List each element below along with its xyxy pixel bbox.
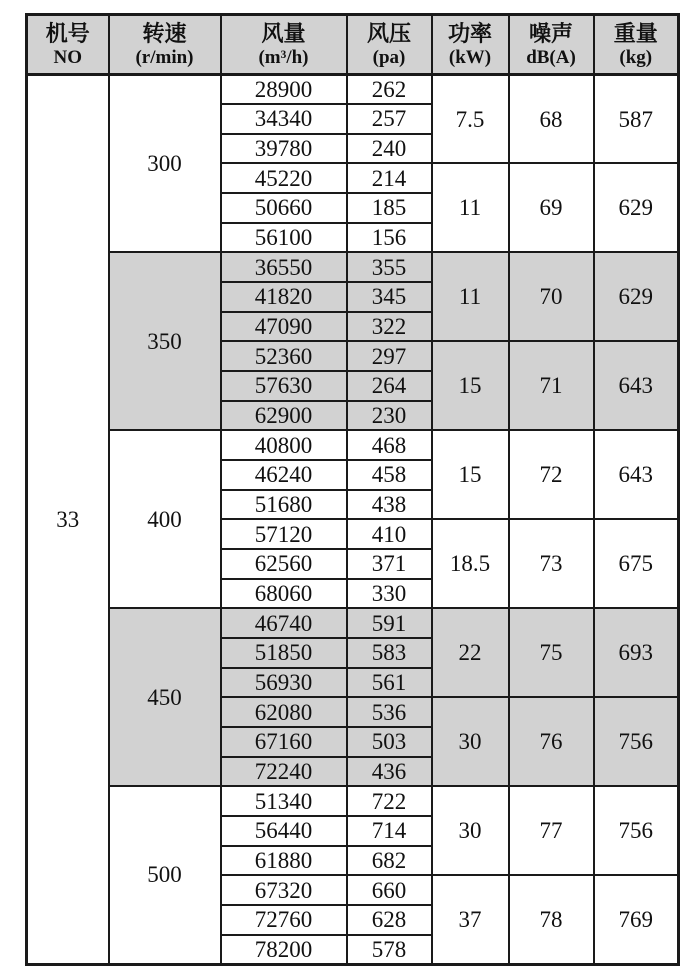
cell-airflow: 36550 xyxy=(221,252,347,282)
header-pressure xyxy=(347,15,432,75)
header-weight xyxy=(594,15,679,75)
cell-weight: 629 xyxy=(594,163,679,252)
cell-power: 11 xyxy=(432,252,509,341)
cell-speed: 350 xyxy=(109,252,221,430)
cell-power: 15 xyxy=(432,341,509,430)
cell-power: 18.5 xyxy=(432,519,509,608)
cell-weight: 629 xyxy=(594,252,679,341)
cell-weight: 643 xyxy=(594,430,679,519)
header-speed-unit: (r/min) xyxy=(135,46,194,68)
cell-noise: 70 xyxy=(509,252,594,341)
table-row xyxy=(27,75,679,105)
cell-weight: 643 xyxy=(594,341,679,430)
cell-airflow: 41820 xyxy=(221,282,347,312)
cell-airflow: 56930 xyxy=(221,668,347,698)
cell-airflow: 46740 xyxy=(221,608,347,638)
cell-airflow: 28900 xyxy=(221,75,347,105)
cell-pressure: 330 xyxy=(347,579,432,609)
header-weight-unit: (kg) xyxy=(619,46,653,68)
header-weight-label: 重量 xyxy=(613,21,658,47)
cell-airflow: 57120 xyxy=(221,519,347,549)
header-pressure-label: 风压 xyxy=(366,21,411,47)
cell-pressure: 503 xyxy=(347,727,432,757)
cell-airflow: 62080 xyxy=(221,697,347,727)
cell-airflow: 40800 xyxy=(221,430,347,460)
table-row xyxy=(27,252,679,282)
cell-noise: 78 xyxy=(509,875,594,964)
cell-speed: 300 xyxy=(109,75,221,253)
header-machine-no-label: 机号 xyxy=(45,21,90,47)
cell-speed: 450 xyxy=(109,608,221,786)
cell-weight: 756 xyxy=(594,786,679,875)
cell-pressure: 436 xyxy=(347,757,432,787)
cell-pressure: 628 xyxy=(347,905,432,935)
cell-airflow: 61880 xyxy=(221,846,347,876)
header-speed xyxy=(109,15,221,75)
cell-airflow: 50660 xyxy=(221,193,347,223)
cell-pressure: 345 xyxy=(347,282,432,312)
cell-pressure: 371 xyxy=(347,549,432,579)
cell-pressure: 297 xyxy=(347,341,432,371)
cell-airflow: 51850 xyxy=(221,638,347,668)
cell-noise: 72 xyxy=(509,430,594,519)
header-power xyxy=(432,15,509,75)
table-row xyxy=(27,430,679,460)
cell-airflow: 34340 xyxy=(221,104,347,134)
cell-pressure: 591 xyxy=(347,608,432,638)
cell-airflow: 46240 xyxy=(221,460,347,490)
cell-pressure: 458 xyxy=(347,460,432,490)
cell-weight: 587 xyxy=(594,75,679,164)
cell-airflow: 47090 xyxy=(221,312,347,342)
table-row xyxy=(27,786,679,816)
cell-pressure: 714 xyxy=(347,816,432,846)
cell-pressure: 410 xyxy=(347,519,432,549)
cell-airflow: 67320 xyxy=(221,875,347,905)
cell-pressure: 583 xyxy=(347,638,432,668)
cell-airflow: 68060 xyxy=(221,579,347,609)
cell-machine-no: 33 xyxy=(27,75,109,965)
cell-pressure: 230 xyxy=(347,401,432,431)
header-speed-label: 转速 xyxy=(142,21,187,47)
cell-airflow: 78200 xyxy=(221,935,347,965)
cell-weight: 675 xyxy=(594,519,679,608)
cell-noise: 75 xyxy=(509,608,594,697)
cell-pressure: 438 xyxy=(347,490,432,520)
cell-airflow: 52360 xyxy=(221,341,347,371)
cell-noise: 77 xyxy=(509,786,594,875)
cell-airflow: 72760 xyxy=(221,905,347,935)
cell-pressure: 468 xyxy=(347,430,432,460)
cell-pressure: 185 xyxy=(347,193,432,223)
cell-pressure: 262 xyxy=(347,75,432,105)
cell-speed: 500 xyxy=(109,786,221,964)
cell-noise: 71 xyxy=(509,341,594,430)
cell-airflow: 56100 xyxy=(221,223,347,253)
header-machine-no xyxy=(27,15,109,75)
cell-airflow: 51680 xyxy=(221,490,347,520)
header-noise xyxy=(509,15,594,75)
cell-pressure: 660 xyxy=(347,875,432,905)
table-body xyxy=(27,75,679,965)
cell-airflow: 45220 xyxy=(221,163,347,193)
header-airflow xyxy=(221,15,347,75)
cell-power: 22 xyxy=(432,608,509,697)
cell-pressure: 682 xyxy=(347,846,432,876)
header-row xyxy=(27,15,679,75)
cell-airflow: 72240 xyxy=(221,757,347,787)
cell-noise: 76 xyxy=(509,697,594,786)
cell-pressure: 322 xyxy=(347,312,432,342)
cell-airflow: 62900 xyxy=(221,401,347,431)
cell-noise: 69 xyxy=(509,163,594,252)
table-row xyxy=(27,608,679,638)
cell-power: 37 xyxy=(432,875,509,964)
header-noise-label: 噪声 xyxy=(528,21,573,47)
cell-speed: 400 xyxy=(109,430,221,608)
header-power-unit: (kW) xyxy=(448,46,492,68)
cell-power: 11 xyxy=(432,163,509,252)
cell-airflow: 57630 xyxy=(221,371,347,401)
header-power-label: 功率 xyxy=(447,21,492,47)
cell-airflow: 56440 xyxy=(221,816,347,846)
cell-pressure: 355 xyxy=(347,252,432,282)
cell-noise: 73 xyxy=(509,519,594,608)
cell-pressure: 257 xyxy=(347,104,432,134)
header-machine-no-unit: NO xyxy=(53,46,82,68)
cell-airflow: 62560 xyxy=(221,549,347,579)
header-pressure-unit: (pa) xyxy=(372,46,406,68)
header-airflow-unit: (m³/h) xyxy=(258,46,309,68)
cell-pressure: 240 xyxy=(347,134,432,164)
cell-power: 7.5 xyxy=(432,75,509,164)
cell-airflow: 39780 xyxy=(221,134,347,164)
cell-pressure: 214 xyxy=(347,163,432,193)
cell-weight: 769 xyxy=(594,875,679,964)
cell-weight: 693 xyxy=(594,608,679,697)
fan-spec-table xyxy=(25,13,680,966)
cell-weight: 756 xyxy=(594,697,679,786)
header-noise-unit: dB(A) xyxy=(526,46,576,68)
cell-power: 15 xyxy=(432,430,509,519)
cell-pressure: 561 xyxy=(347,668,432,698)
cell-power: 30 xyxy=(432,697,509,786)
cell-pressure: 722 xyxy=(347,786,432,816)
cell-pressure: 536 xyxy=(347,697,432,727)
cell-power: 30 xyxy=(432,786,509,875)
cell-pressure: 264 xyxy=(347,371,432,401)
header-airflow-label: 风量 xyxy=(261,21,306,47)
cell-pressure: 578 xyxy=(347,935,432,965)
cell-noise: 68 xyxy=(509,75,594,164)
cell-airflow: 67160 xyxy=(221,727,347,757)
cell-airflow: 51340 xyxy=(221,786,347,816)
cell-pressure: 156 xyxy=(347,223,432,253)
